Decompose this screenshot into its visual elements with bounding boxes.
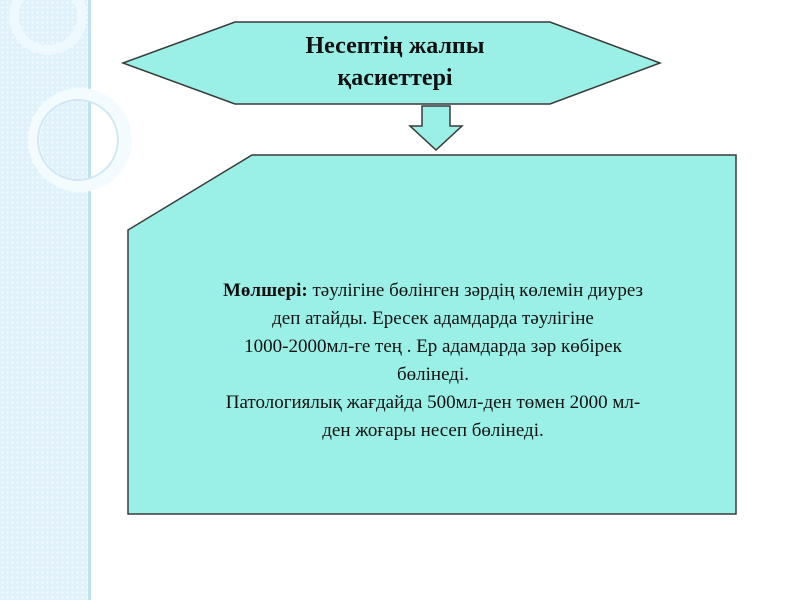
decorative-circle-middle-outline	[38, 100, 118, 180]
content-text	[133, 277, 733, 445]
content-line-2: деп атайды. Ересек адамдарда тәулігіне	[272, 308, 594, 329]
decorative-circles	[14, 0, 126, 186]
content-line-3: 1000-2000мл-ге тең . Ер адамдарда зәр көбірек	[244, 336, 622, 357]
title-label	[240, 30, 550, 94]
content-line-1	[133, 277, 733, 305]
decorative-circle-top	[14, 0, 82, 50]
content-line-6: ден жоғары несеп бөлінеді.	[322, 420, 544, 441]
title-line-2: қасиеттері	[337, 65, 453, 91]
title-line-1: Несептің жалпы	[305, 33, 485, 59]
content-line-4: бөлінеді.	[397, 364, 469, 385]
content-lead-term: Мөлшері:	[223, 280, 308, 301]
down-arrow-icon	[410, 106, 462, 150]
decorative-circle-middle	[34, 94, 126, 186]
content-line-1-rest: тәулігіне бөлінген зәрдің көлемін диурез	[307, 280, 643, 301]
content-line-5: Патологиялық жағдайда 500мл-ден төмен 2000 мл-	[225, 392, 641, 413]
